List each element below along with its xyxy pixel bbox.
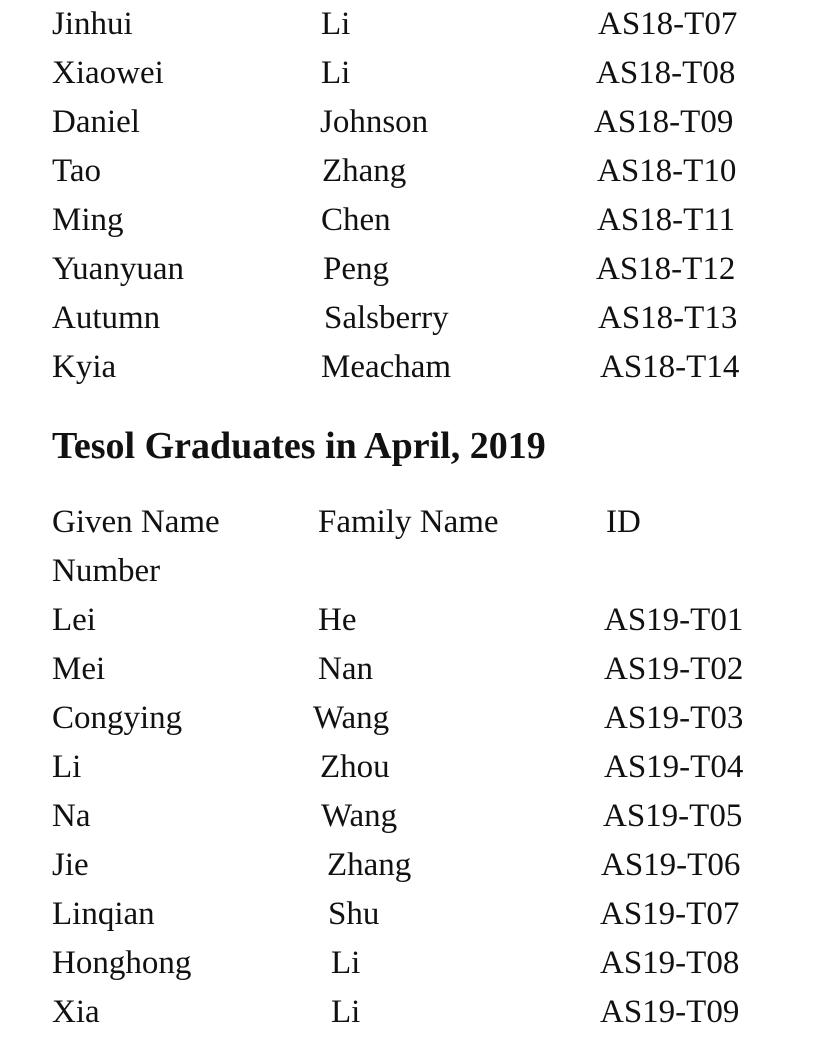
- id-cell: AS19-T02: [604, 651, 744, 687]
- table-row: [0, 196, 823, 245]
- table-row: [0, 743, 823, 792]
- id-cell: AS18-T12: [596, 251, 736, 287]
- table-row: [0, 645, 823, 694]
- table-row: [0, 343, 823, 392]
- family-name-cell: Zhang: [327, 847, 412, 883]
- given-name-cell: Jinhui: [52, 6, 133, 42]
- id-column-header: ID: [606, 504, 641, 540]
- column-header-row: [0, 498, 823, 547]
- given-name-cell: Honghong: [52, 945, 192, 981]
- given-name-column-header: Given Name: [52, 504, 220, 540]
- given-name-cell: Yuanyuan: [52, 251, 184, 287]
- family-name-cell: Li: [331, 945, 361, 981]
- id-cell: AS19-T08: [600, 945, 740, 981]
- family-name-cell: Li: [331, 994, 361, 1030]
- family-name-cell: Chen: [321, 202, 391, 238]
- table-row: [0, 988, 823, 1037]
- family-name-cell: Meacham: [321, 349, 452, 385]
- given-name-cell: Ming: [52, 202, 124, 238]
- id-cell: AS18-T09: [594, 104, 734, 140]
- family-name-cell: Peng: [323, 251, 389, 287]
- family-name-cell: Li: [321, 6, 351, 42]
- family-name-cell: He: [318, 602, 357, 638]
- given-name-cell: Jie: [52, 847, 89, 883]
- given-name-cell: Linqian: [52, 896, 155, 932]
- given-name-cell: Congying: [52, 700, 183, 736]
- id-cell: AS19-T04: [604, 749, 744, 785]
- id-cell: AS19-T03: [604, 700, 744, 736]
- given-name-cell: Kyia: [52, 349, 117, 385]
- family-name-cell: Shu: [328, 896, 380, 932]
- id-cell: AS19-T05: [603, 798, 743, 834]
- family-name-cell: Zhang: [322, 153, 407, 189]
- table-row: [0, 792, 823, 841]
- family-name-cell: Wang: [313, 700, 390, 736]
- family-name-column-header: Family Name: [318, 504, 499, 540]
- family-name-cell: Zhou: [320, 749, 390, 785]
- table-row: [0, 939, 823, 988]
- id-cell: AS18-T11: [597, 202, 736, 238]
- given-name-cell: Lei: [52, 602, 96, 638]
- id-cell: AS18-T07: [598, 6, 738, 42]
- table-row: [0, 147, 823, 196]
- given-name-cell: Xia: [52, 994, 100, 1030]
- given-name-cell: Mei: [52, 651, 106, 687]
- table-row: [0, 49, 823, 98]
- id-cell: AS19-T01: [604, 602, 744, 638]
- id-number-column-header: Number: [52, 553, 161, 589]
- id-cell: AS19-T09: [600, 994, 740, 1030]
- table-row: [0, 596, 823, 645]
- family-name-cell: Wang: [321, 798, 398, 834]
- id-cell: AS18-T10: [597, 153, 737, 189]
- family-name-cell: Nan: [318, 651, 373, 687]
- table-row: [0, 294, 823, 343]
- id-cell: AS18-T08: [596, 55, 736, 91]
- given-name-cell: Na: [52, 798, 91, 834]
- family-name-cell: Salsberry: [324, 300, 449, 336]
- id-cell: AS18-T14: [600, 349, 740, 385]
- table-row: [0, 694, 823, 743]
- table-row: [0, 890, 823, 939]
- given-name-cell: Xiaowei: [52, 55, 164, 91]
- given-name-cell: Tao: [52, 153, 102, 189]
- table-row: [0, 0, 823, 49]
- table-row: [0, 841, 823, 890]
- given-name-cell: Daniel: [52, 104, 140, 140]
- section-heading: Tesol Graduates in April, 2019: [52, 425, 546, 467]
- id-cell: AS19-T07: [600, 896, 740, 932]
- table-row: [0, 98, 823, 147]
- family-name-cell: Li: [321, 55, 351, 91]
- given-name-cell: Li: [52, 749, 82, 785]
- id-cell: AS19-T06: [601, 847, 741, 883]
- given-name-cell: Autumn: [52, 300, 161, 336]
- table-row: [0, 245, 823, 294]
- family-name-cell: Johnson: [320, 104, 429, 140]
- column-header-continuation: [0, 547, 823, 596]
- id-cell: AS18-T13: [598, 300, 738, 336]
